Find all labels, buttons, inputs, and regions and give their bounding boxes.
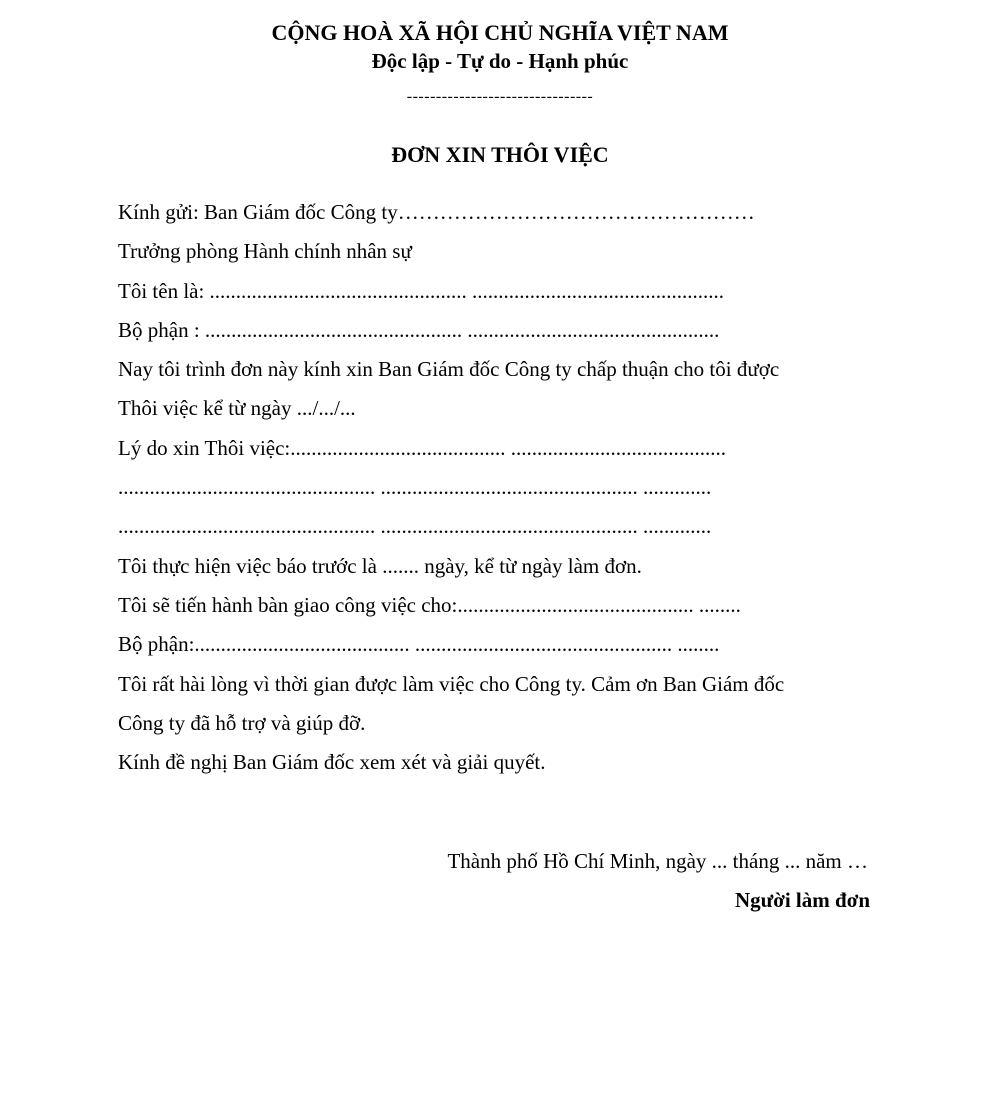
- request-line: Nay tôi trình đơn này kính xin Ban Giám đốc Công ty chấp thuận cho tôi được: [118, 357, 780, 382]
- national-title: CỘNG HOÀ XÃ HỘI CHỦ NGHĨA VIỆT NAM: [271, 20, 729, 45]
- reason-field-line: Lý do xin Thôi việc:......................................... .........................................: [118, 435, 727, 460]
- reason-continuation-line-1: ................................................. ................................................. .............: [118, 475, 712, 500]
- national-motto: Độc lập - Tự do - Hạnh phúc: [371, 49, 629, 73]
- gratitude-continuation-line: Công ty đã hỗ trợ và giúp đỡ.: [118, 710, 366, 735]
- department-field-line: Bộ phận : ................................................. ................................................: [118, 317, 720, 342]
- document-title: ĐƠN XIN THÔI VIỆC: [391, 142, 609, 167]
- handover-department-line: Bộ phận:......................................... ................................................. ........: [118, 632, 720, 657]
- header-separator: --------------------------------: [406, 88, 594, 105]
- closing-request-line: Kính đề nghị Ban Giám đốc xem xét và giải quyết.: [118, 750, 546, 775]
- notice-period-line: Tôi thực hiện việc báo trước là ....... ngày, kể từ ngày làm đơn.: [118, 553, 642, 578]
- handover-recipient-line: Tôi sẽ tiến hành bàn giao công việc cho:............................................. ........: [118, 592, 741, 617]
- recipient-line: Kính gửi: Ban Giám đốc Công ty……………………………………………: [118, 200, 755, 224]
- letter-body: [118, 199, 898, 788]
- place-date-line: Thành phố Hồ Chí Minh, ngày ... tháng ... năm …: [447, 849, 868, 873]
- signer-label: Người làm đơn: [734, 888, 870, 912]
- effective-date-line: Thôi việc kể từ ngày .../.../...: [118, 396, 356, 421]
- gratitude-line: Tôi rất hài lòng vì thời gian được làm việc cho Công ty. Cảm ơn Ban Giám đốc: [118, 671, 785, 696]
- name-field-line: Tôi tên là: ................................................. ................................................: [118, 278, 725, 303]
- reason-continuation-line-2: ................................................. ................................................. .............: [118, 514, 712, 539]
- recipient-secondary-line: Trưởng phòng Hành chính nhân sự: [118, 239, 412, 264]
